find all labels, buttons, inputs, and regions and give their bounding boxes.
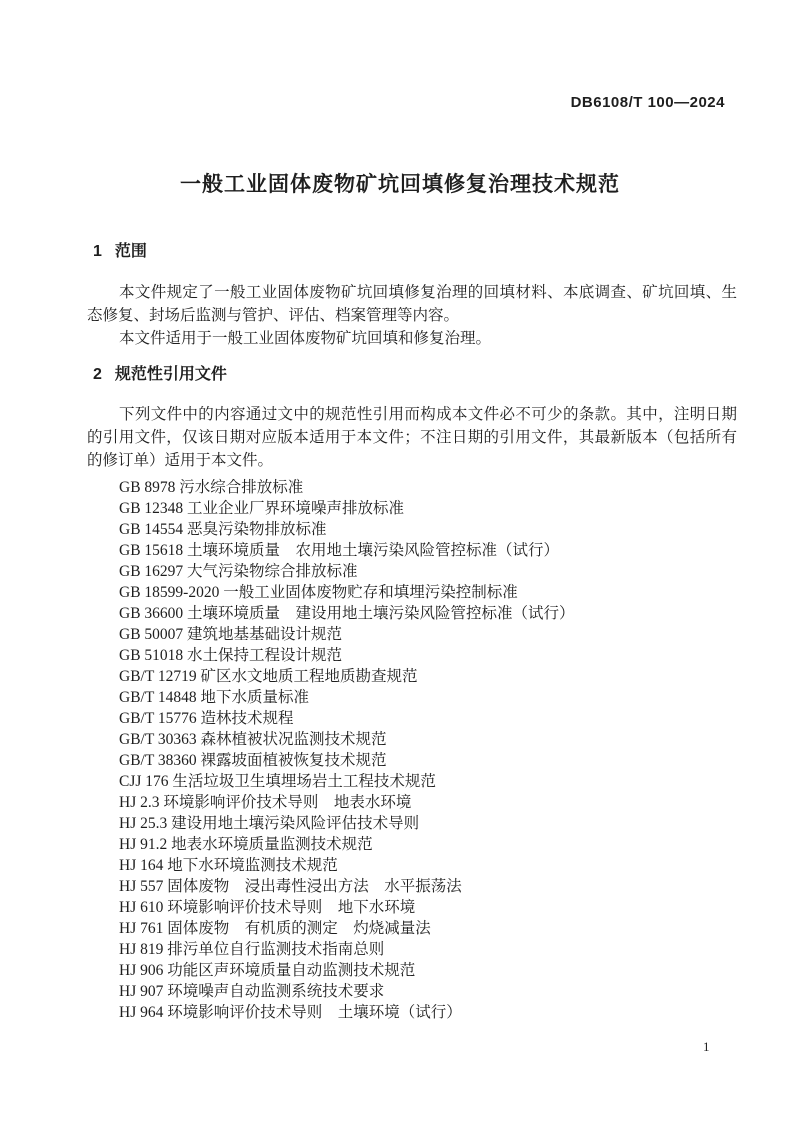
reference-item: HJ 2.3 环境影响评价技术导则 地表水环境 (119, 794, 412, 811)
paragraph: 本文件规定了一般工业固体废物矿坑回填修复治理的回填材料、本底调查、矿坑回填、生态修复、封场后监测与管护、评估、档案管理等内容。 (87, 284, 737, 324)
reference-item: GB/T 14848 地下水质量标准 (119, 689, 310, 706)
paragraph: 下列文件中的内容通过文中的规范性引用而构成本文件必不可少的条款。其中，注明日期的引用文件，仅该日期对应版本适用于本文件；不注日期的引用文件，其最新版本（包括所有的修订单）适用于本文件。 (87, 406, 737, 469)
reference-item: GB 16297 大气污染物综合排放标准 (119, 563, 358, 580)
reference-item: GB 50007 建筑地基基础设计规范 (119, 626, 343, 643)
section-number: 2 (93, 366, 102, 383)
reference-item: HJ 906 功能区声环境质量自动监测技术规范 (119, 962, 416, 979)
scope-body (87, 281, 737, 350)
reference-item: HJ 907 环境噪声自动监测系统技术要求 (119, 983, 385, 1000)
page-title: 一般工业固体废物矿坑回填修复治理技术规范 (180, 173, 620, 196)
normative-references-intro (87, 403, 737, 472)
reference-item: HJ 164 地下水环境监测技术规范 (119, 857, 338, 874)
reference-item: HJ 91.2 地表水环境质量监测技术规范 (119, 836, 373, 853)
section-title: 规范性引用文件 (114, 366, 227, 383)
reference-item: HJ 25.3 建设用地土壤污染风险评估技术导则 (119, 815, 420, 832)
reference-item: GB 8978 污水综合排放标准 (119, 479, 304, 496)
section-heading-scope (93, 242, 147, 262)
reference-item: HJ 557 固体废物 浸出毒性浸出方法 水平振荡法 (119, 878, 462, 895)
section-heading-normative-references (93, 365, 227, 385)
reference-item: HJ 761 固体废物 有机质的测定 灼烧减量法 (119, 920, 431, 937)
reference-item: GB/T 38360 裸露坡面植被恢复技术规范 (119, 752, 387, 769)
reference-item: HJ 964 环境影响评价技术导则 土壤环境（试行） (119, 1004, 462, 1021)
reference-item: CJJ 176 生活垃圾卫生填埋场岩土工程技术规范 (119, 773, 436, 790)
reference-item: GB/T 30363 森林植被状况监测技术规范 (119, 731, 387, 748)
reference-item: GB 36600 土壤环境质量 建设用地土壤污染风险管控标准（试行） (119, 605, 575, 622)
references-list (119, 477, 575, 1023)
reference-item: HJ 819 排污单位自行监测技术指南总则 (119, 941, 385, 958)
section-title: 范围 (114, 243, 147, 260)
doc-number: DB6108/T 100—2024 (570, 94, 725, 111)
paragraph: 本文件适用于一般工业固体废物矿坑回填和修复治理。 (119, 330, 492, 347)
reference-item: GB/T 15776 造林技术规程 (119, 710, 294, 727)
reference-item: GB 18599-2020 一般工业固体废物贮存和填埋污染控制标准 (119, 584, 518, 601)
reference-item: GB 12348 工业企业厂界环境噪声排放标准 (119, 500, 405, 517)
section-number: 1 (93, 243, 102, 260)
reference-item: GB/T 12719 矿区水文地质工程地质勘查规范 (119, 668, 418, 685)
reference-item: GB 51018 水土保持工程设计规范 (119, 647, 343, 664)
reference-item: GB 14554 恶臭污染物排放标准 (119, 521, 327, 538)
reference-item: HJ 610 环境影响评价技术导则 地下水环境 (119, 899, 416, 916)
reference-item: GB 15618 土壤环境质量 农用地土壤污染风险管控标准（试行） (119, 542, 560, 559)
page-number: 1 (703, 1039, 710, 1054)
